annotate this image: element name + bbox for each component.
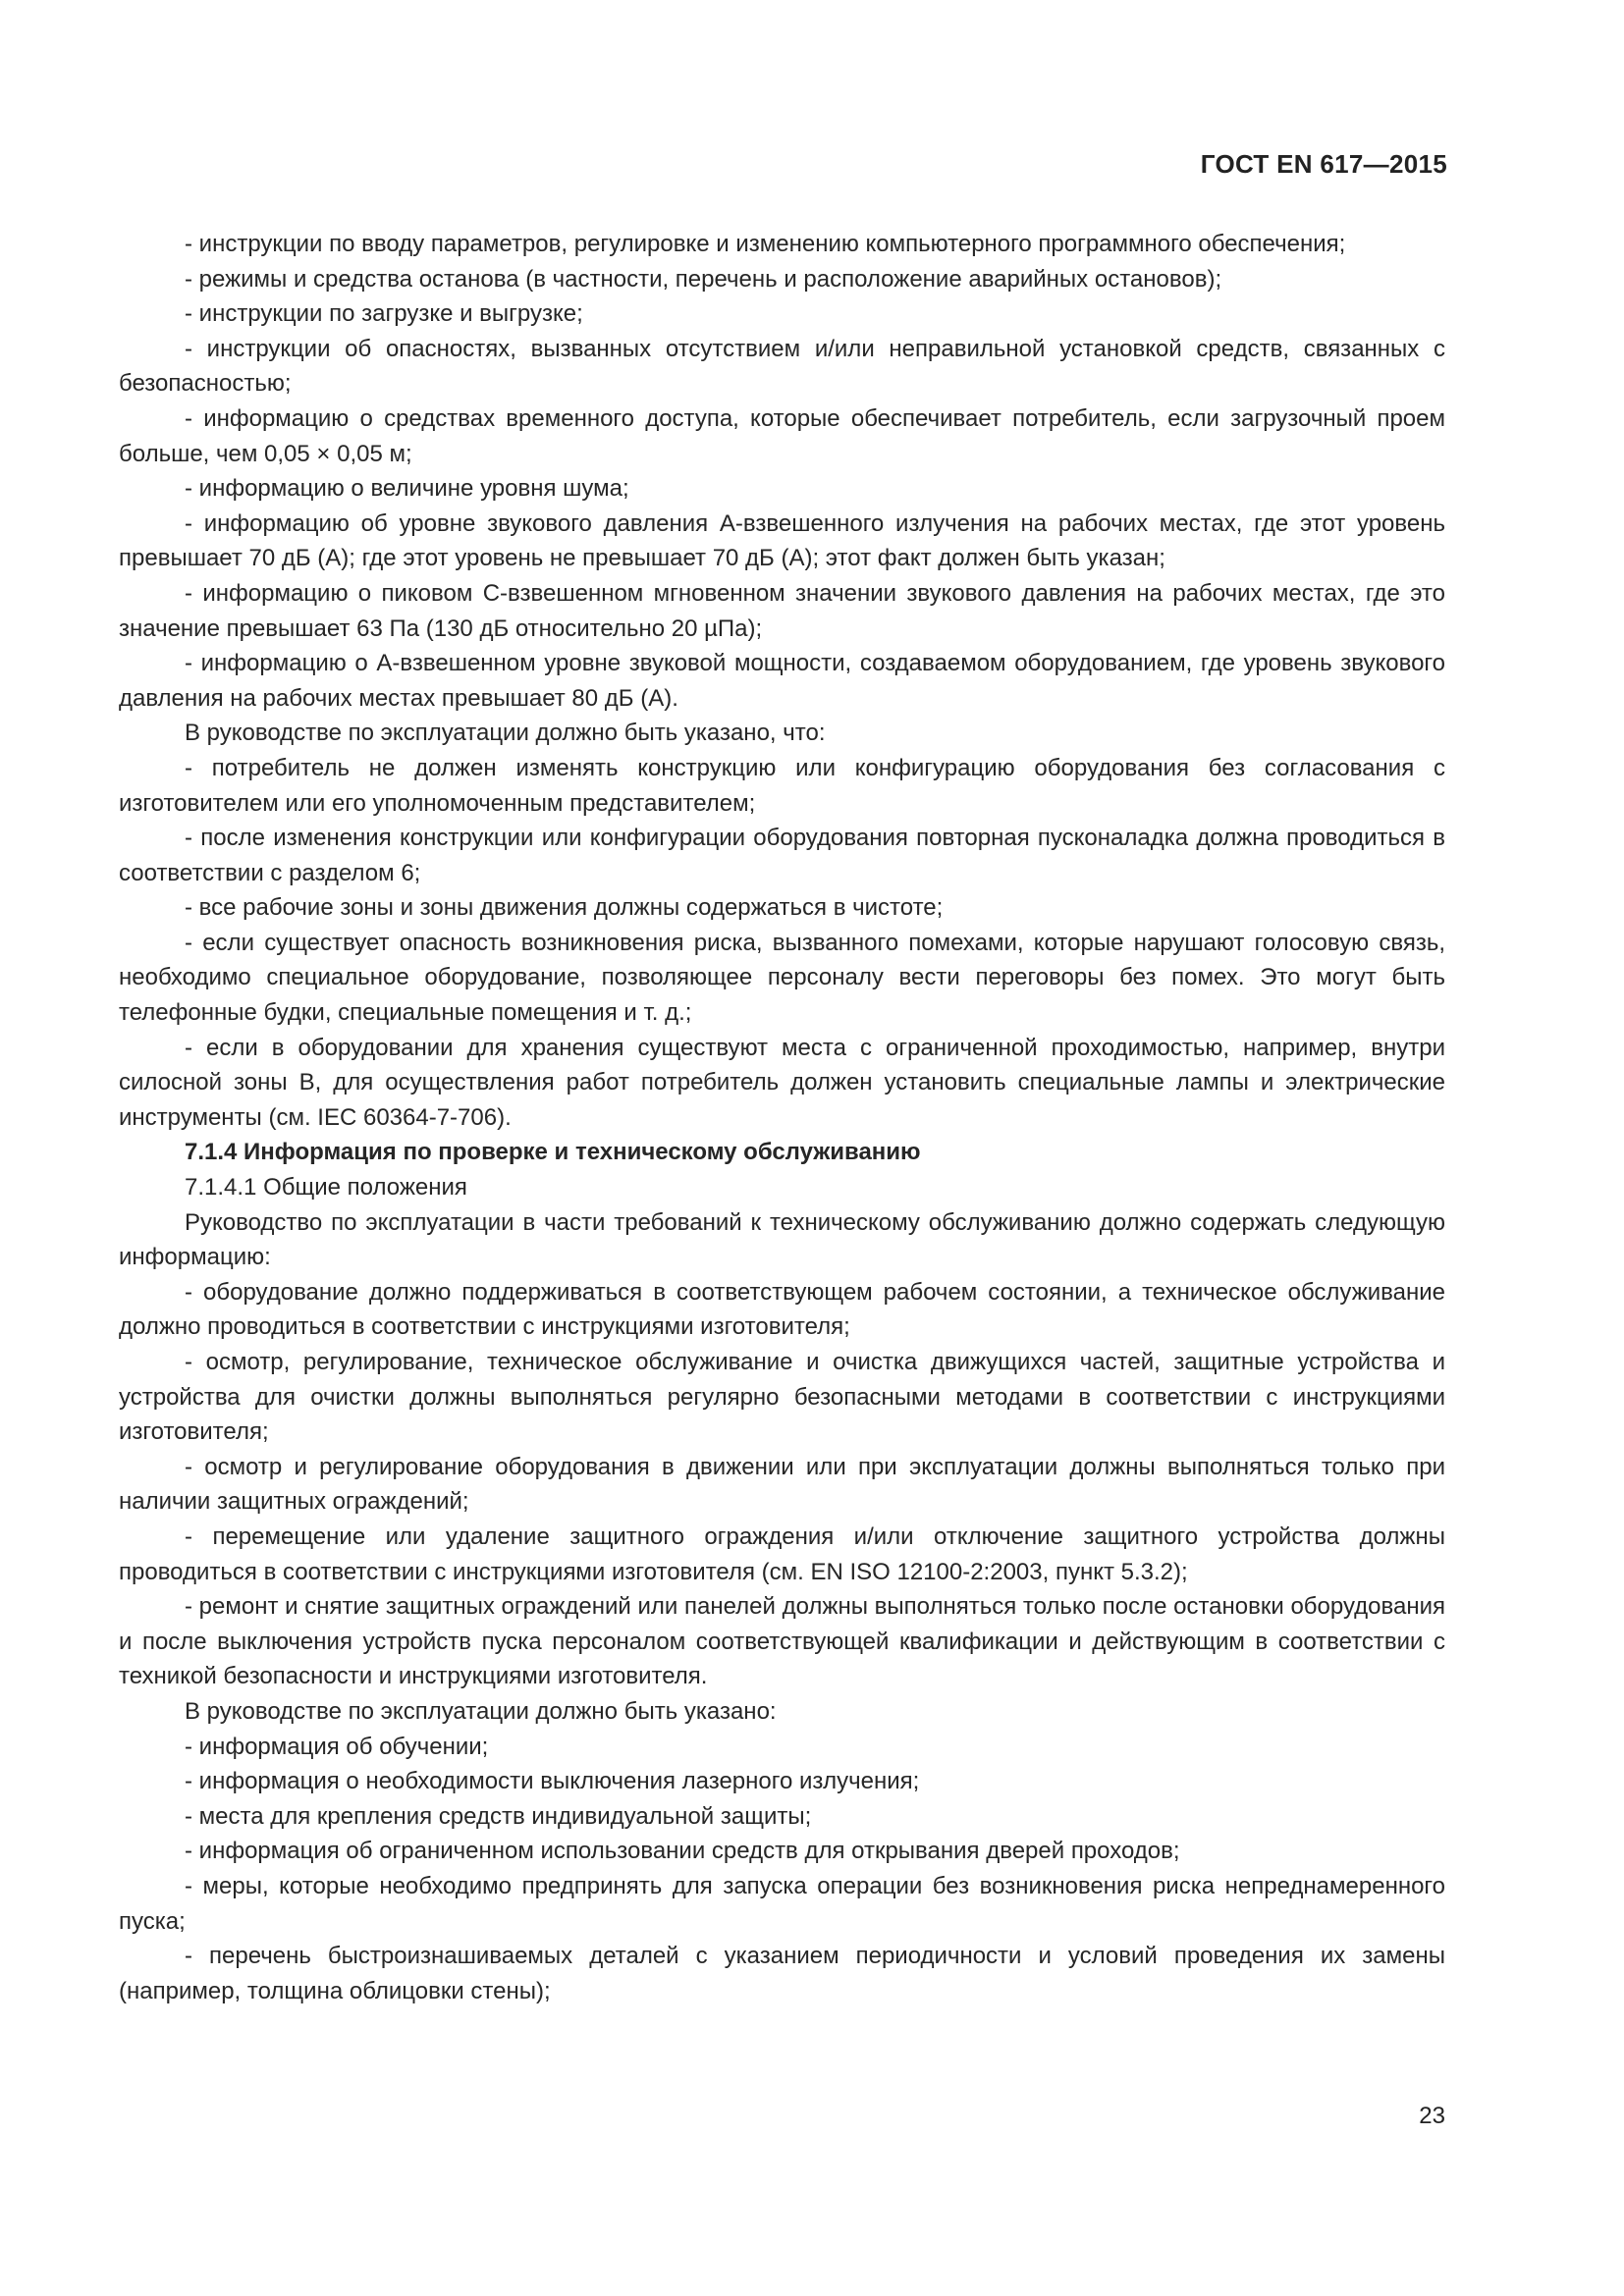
paragraph: - информация об ограниченном использовании средств для открывания дверей проходов; [185, 1838, 1180, 1865]
page-number: 23 [1419, 2103, 1445, 2129]
paragraph: - информацию о величине уровня шума; [185, 475, 629, 503]
paragraph: - если в оборудовании для хранения существуют места с ограниченной проходимостью, например, внутри силосной зоны В, для осуществления работ потребитель должен установить специальные лампы и электрические инструменты (см. IEC 60364-7-706). [119, 1034, 1445, 1131]
paragraph: - информация об обучении; [185, 1733, 489, 1760]
document-body [119, 227, 1445, 2008]
paragraph: - если существует опасность возникновения риска, вызванного помехами, которые нарушают голосовую связь, необходимо специальное оборудование, позволяющее персоналу вести переговоры без помех. Это могут быть телефонные будки, специальные помещения и т. д.; [119, 929, 1445, 1027]
paragraph: - информация о необходимости выключения лазерного излучения; [185, 1768, 920, 1795]
paragraph: - перемещение или удаление защитного ограждения и/или отключение защитного устройства должны проводиться в соответствии с инструкциями изготовителя (см. EN ISO 12100-2:2003, пункт 5.3.2); [119, 1522, 1445, 1585]
paragraph: - перечень быстроизнашиваемых деталей с указанием периодичности и условий проведения их замены (например, толщина облицовки стены); [119, 1943, 1445, 2004]
paragraph: - после изменения конструкции или конфигурации оборудования повторная пусконаладка должна проводиться в соответствии с разделом 6; [119, 825, 1445, 886]
paragraph: - режимы и средства останова (в частности, перечень и расположение аварийных остановов); [185, 265, 1222, 293]
paragraph: В руководстве по эксплуатации должно быть указано: [185, 1697, 777, 1725]
paragraph: - информацию о пиковом С-взвешенном мгновенном значении звукового давления на рабочих местах, где это значение превышает 63 Па (130 дБ относительно 20 µПа); [119, 579, 1445, 642]
paragraph: - осмотр и регулирование оборудования в движении или при эксплуатации должны выполняться только при наличии защитных ограждений; [119, 1453, 1445, 1516]
section-heading: 7.1.4 Информация по проверке и техническому обслуживанию [185, 1139, 921, 1166]
subsection-heading: 7.1.4.1 Общие положения [185, 1174, 467, 1201]
paragraph: - информацию о А-взвешенном уровне звуковой мощности, создаваемом оборудованием, где уровень звукового давления на рабочих местах превышает 80 дБ (А). [119, 650, 1445, 712]
paragraph: В руководстве по эксплуатации должно быть указано, что: [185, 720, 826, 747]
paragraph: - инструкции по загрузке и выгрузке; [185, 300, 583, 328]
paragraph: Руководство по эксплуатации в части требований к техническому обслуживанию должно содержать следующую информацию: [119, 1208, 1445, 1271]
paragraph: - меры, которые необходимо предпринять для запуска операции без возникновения риска непреднамеренного пуска; [119, 1872, 1445, 1935]
paragraph: - оборудование должно поддерживаться в соответствующем рабочем состоянии, а техническое обслуживание должно проводиться в соответствии с инструкциями изготовителя; [119, 1278, 1445, 1341]
paragraph: - потребитель не должен изменять конструкцию или конфигурацию оборудования без согласования с изготовителем или его уполномоченным представителем; [119, 754, 1445, 817]
paragraph: - осмотр, регулирование, техническое обслуживание и очистка движущихся частей, защитные устройства и устройства для очистки должны выполняться регулярно безопасными методами в соответствии с инструкциями изготовителя; [119, 1349, 1445, 1446]
paragraph: - информацию о средствах временного доступа, которые обеспечивает потребитель, если загрузочный проем больше, чем 0,05 × 0,05 м; [119, 404, 1445, 467]
paragraph: - ремонт и снятие защитных ограждений или панелей должны выполняться только после остановки оборудования и после выключения устройств пуска персоналом соответствующей квалификации и действующим в соответствии с техникой безопасности и инструкциями изготовителя. [119, 1593, 1445, 1690]
paragraph: - информацию об уровне звукового давления А-взвешенного излучения на рабочих местах, где этот уровень превышает 70 дБ (А); где этот уровень не превышает 70 дБ (А); этот факт должен быть указан; [119, 509, 1445, 572]
document-code-header: ГОСТ EN 617—2015 [1200, 149, 1447, 179]
paragraph: - все рабочие зоны и зоны движения должны содержаться в чистоте; [185, 894, 944, 922]
paragraph: - места для крепления средств индивидуальной защиты; [185, 1802, 812, 1830]
paragraph: - инструкции по вводу параметров, регулировке и изменению компьютерного программного обеспечения; [185, 231, 1346, 257]
paragraph: - инструкции об опасностях, вызванных отсутствием и/или неправильной установкой средств, связанных с безопасностью; [119, 335, 1445, 398]
